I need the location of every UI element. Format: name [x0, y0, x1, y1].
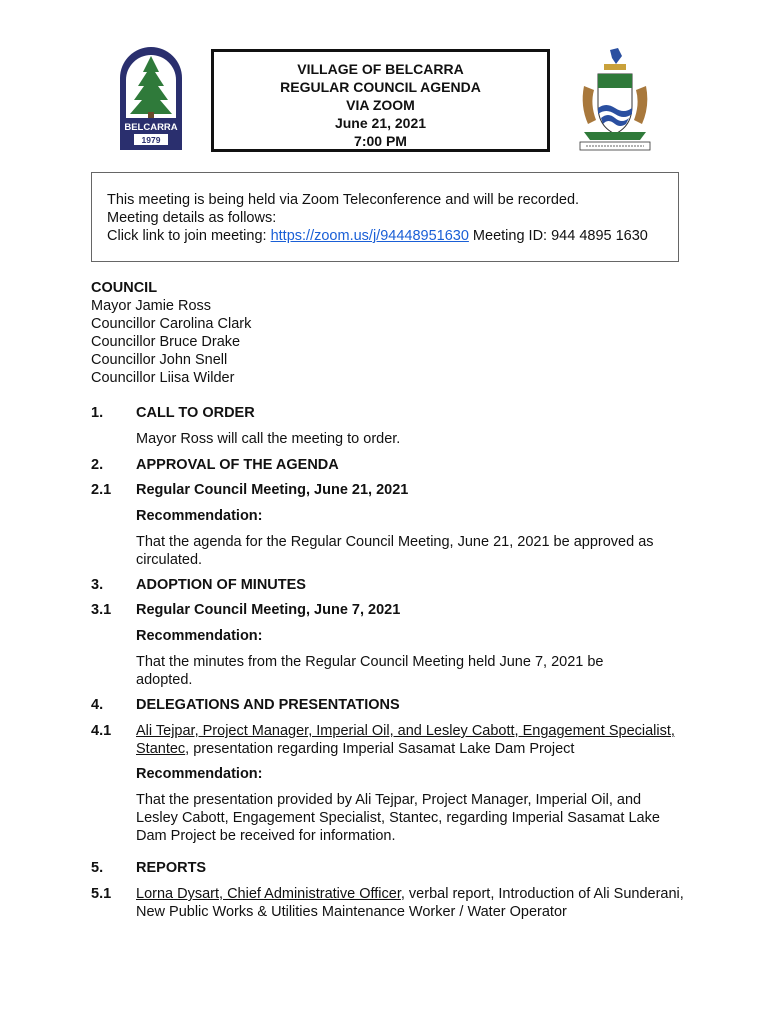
report-line-1: [136, 885, 726, 903]
coat-of-arms-image: [574, 46, 656, 154]
council-member: Councillor Carolina Clark: [91, 316, 252, 332]
council-member: Councillor Liisa Wilder: [91, 370, 235, 386]
notice-line-1: This meeting is being held via Zoom Teleconference and will be recorded.: [107, 192, 580, 208]
report-line-2: New Public Works & Utilities Maintenance Worker / Water Operator: [136, 904, 567, 920]
rec-line: Dam Project be received for information.: [136, 828, 396, 844]
logo-text: BELCARRA: [124, 122, 178, 133]
council-heading: COUNCIL: [91, 280, 158, 296]
belcarra-logo: [116, 42, 186, 152]
delegation-names: Ali Tejpar, Project Manager, Imperial Oil, and Lesley Cabott, Engagement Specialist,: [136, 723, 675, 739]
item-number: 1.: [91, 405, 104, 421]
council-member: Councillor Bruce Drake: [91, 334, 241, 350]
notice-link-prefix: Click link to join meeting:: [107, 228, 271, 244]
item-title: REPORTS: [136, 860, 207, 876]
recommendation-label: Recommendation:: [136, 766, 263, 782]
recommendation-label: Recommendation:: [136, 628, 263, 644]
item-title: APPROVAL OF THE AGENDA: [136, 457, 339, 473]
item-number: 4.1: [91, 723, 112, 739]
rec-line: That the agenda for the Regular Council Meeting, June 21, 2021 be approved as: [136, 534, 654, 550]
agenda-title-box: [211, 49, 550, 152]
title-line-4: June 21, 2021: [334, 115, 427, 131]
item-number: 5.: [91, 860, 104, 876]
delegation-org: Stantec: [136, 741, 186, 757]
item-number: 5.1: [91, 886, 112, 902]
recommendation-label: Recommendation:: [136, 508, 263, 524]
delegation-line-2: [136, 740, 716, 758]
rec-line: That the presentation provided by Ali Tejpar, Project Manager, Imperial Oil, and: [136, 792, 642, 808]
item-number: 2.: [91, 457, 104, 473]
notice-line-2: Meeting details as follows:: [107, 210, 277, 226]
title-line-1: VILLAGE OF BELCARRA: [297, 61, 464, 77]
rec-line: circulated.: [136, 552, 203, 568]
title-line-2: REGULAR COUNCIL AGENDA: [280, 79, 481, 95]
item-number: 3.1: [91, 602, 112, 618]
item-title: CALL TO ORDER: [136, 405, 255, 421]
item-title: ADOPTION OF MINUTES: [136, 577, 306, 593]
rec-line: That the minutes from the Regular Council Meeting held June 7, 2021 be: [136, 654, 604, 670]
council-member: Councillor John Snell: [91, 352, 228, 368]
zoom-link[interactable]: https://zoom.us/j/94448951630: [270, 228, 469, 244]
item-number: 3.: [91, 577, 104, 593]
item-text: Mayor Ross will call the meeting to order.: [136, 431, 401, 447]
rec-line: adopted.: [136, 672, 193, 688]
title-line-3: VIA ZOOM: [346, 97, 415, 113]
zoom-notice-box: [91, 172, 679, 262]
title-line-5: 7:00 PM: [354, 133, 407, 149]
item-title: Regular Council Meeting, June 7, 2021: [136, 602, 401, 618]
item-number: 2.1: [91, 482, 112, 498]
logo-year: 1979: [141, 135, 161, 145]
council-member: Mayor Jamie Ross: [91, 298, 212, 314]
council-list: [91, 279, 251, 387]
delegation-subject: , presentation regarding Imperial Sasamat Lake Dam Project: [185, 741, 575, 757]
report-presenter: Lorna Dysart, Chief Administrative Officer: [136, 886, 401, 902]
item-number: 4.: [91, 697, 104, 713]
notice-line-3: [107, 227, 678, 245]
report-subject: , verbal report, Introduction of Ali Sunderani,: [400, 886, 684, 902]
item-title: DELEGATIONS AND PRESENTATIONS: [136, 697, 400, 713]
meeting-id-text: Meeting ID: 944 4895 1630: [468, 228, 648, 244]
item-title: Regular Council Meeting, June 21, 2021: [136, 482, 409, 498]
rec-line: Lesley Cabott, Engagement Specialist, Stantec, regarding Imperial Sasamat Lake: [136, 810, 660, 826]
